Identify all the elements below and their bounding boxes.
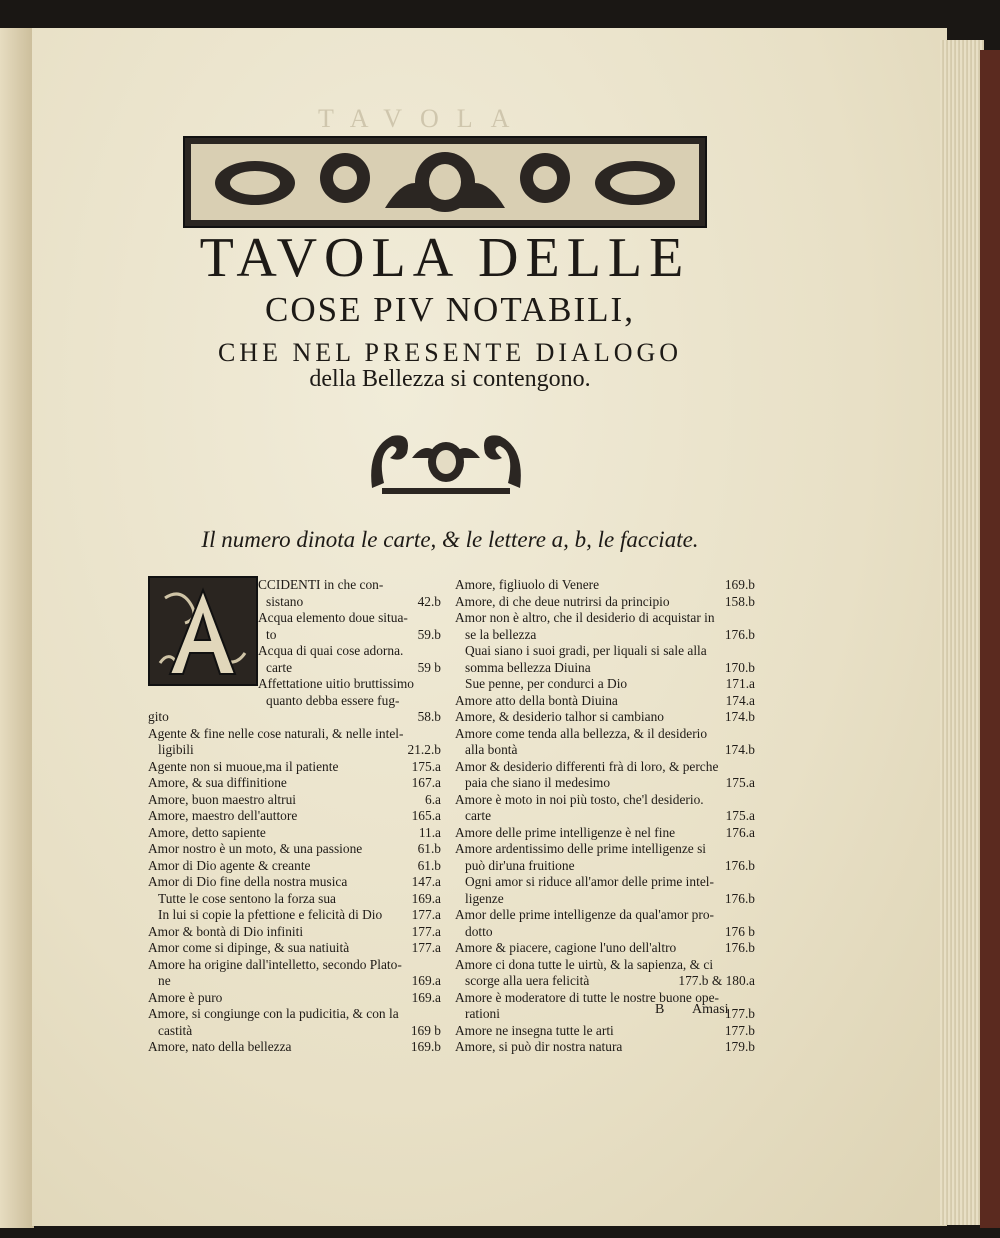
index-entry-text: Amore, di che deue nutrirsi da principio [455,593,670,609]
index-entry-page: 174.b [724,742,755,757]
index-entry-text: gito [148,709,169,724]
index-entry [148,874,441,891]
index-entry-text: Amore come tenda alla bellezza, & il desiderio [455,725,708,741]
index-entry-page [751,610,755,627]
cherub-fleuron-ornament [362,428,530,498]
title-line-4: della Bellezza si contengono. [309,366,591,392]
index-entry [148,990,441,1007]
index-entry-page: 61.b [417,857,441,873]
bleed-through-text: TAVOLA [318,104,528,133]
index-entry-text: Tutte le cose sentono la forza sua [158,890,337,906]
index-entry-text: quanto debba essere fug- [266,692,400,708]
index-entry-text: Amore, si congiunge con la pudicitia, & con la [148,1006,399,1021]
index-entry-page [437,577,441,594]
index-entry-page: 165.a [411,808,441,823]
index-entry-page: 176.b [724,626,755,642]
index-entry [455,676,755,693]
index-entry [148,792,441,809]
index-entry-text: Amore ha origine dall'intelletto, secondo Plato- [148,956,402,972]
index-entry-page: 167.a [411,775,441,790]
index-entry-text: Amore, detto sapiente [148,824,266,840]
index-entry [148,759,441,776]
index-entry-text: CCIDENTI in che con- [258,577,384,592]
index-entry-page [437,676,441,693]
index-entry-text: Amor non è altro, che il desiderio di acquistar in [455,610,715,625]
index-entry-text: castità [158,1022,193,1038]
index-entry-page: 176 b [724,923,755,939]
left-page-edge [0,28,34,1228]
index-entry-text: Amore, figliuolo di Venere [455,577,600,592]
index-entry-page [751,726,755,743]
index-entry [455,643,755,660]
index-entry [455,693,755,710]
index-entry [148,775,441,792]
index-entry-page [751,792,755,809]
index-entry [148,841,441,858]
index-entry-page [751,990,755,1007]
index-entry-text: Agente non si muoue,ma il patiente [148,758,339,774]
index-entry-page: 175.a [411,758,441,774]
index-entry-page: 174.b [724,709,755,724]
index-entry-page: 176.b [724,857,755,873]
index-entry-page: 177.b [724,1006,755,1021]
index-entry-page: 169.a [411,989,441,1005]
index-entry-page: 147.a [411,874,441,889]
index-entry [455,775,755,792]
index-entry [148,676,441,693]
index-entry [455,907,755,924]
index-entry [455,940,755,957]
index-entry-page [437,610,441,627]
index-entry-text: Amor nostro è un moto, & una passione [148,841,363,856]
index-entry-text: sistano [266,593,304,609]
index-entry-page: 176.a [725,824,755,840]
index-entry [148,907,441,924]
index-entry [455,594,755,611]
index-entry [455,1039,755,1056]
index-entry-page [437,643,441,660]
index-entry-text: alla bontà [465,742,518,757]
index-entry-text: Amore, si può dir nostra natura [455,1039,623,1054]
index-entry-page [437,726,441,743]
index-entry [455,627,755,644]
index-entry-text: paia che siano il medesimo [465,775,611,790]
index-entry-page [751,643,755,660]
index-entry-page: 158.b [724,593,755,609]
index-entry-text: Amore, & desiderio talhor si cambiano [455,709,664,724]
index-entry-page: 177.b & 180.a [678,973,755,988]
index-entry-page [437,957,441,974]
index-entry-page: 177.b [724,1022,755,1038]
index-entry-text: Amore ne insegna tutte le arti [455,1022,614,1038]
index-entry-page: 177.a [411,923,441,939]
index-entry-text: Affettatione uitio bruttissimo [258,676,414,691]
index-entry-page: 176.b [724,890,755,906]
index-entry-page: 42.b [417,593,441,609]
index-entry-page: 58.b [417,709,441,724]
title-line-3: CHE NEL PRESENTE DIALOGO [217,338,683,367]
index-entry [455,825,755,842]
index-entry [455,891,755,908]
index-entry [148,808,441,825]
index-entry-page: 169.a [411,890,441,906]
index-entry-text: Amore, buon maestro altrui [148,791,297,807]
index-entry [455,660,755,677]
index-entry-page: 21.2.b [407,742,441,757]
index-entry [148,594,441,611]
index-entry-page: 177.a [411,940,441,955]
book-cover-edge [980,50,1000,1228]
index-entry [455,858,755,875]
index-entry-page: 11.a [418,824,441,840]
index-entry-page: 170.b [724,659,755,675]
index-entry [455,726,755,743]
index-entry [148,924,441,941]
index-entry-text: può dir'una fruitione [465,857,575,873]
index-entry [148,709,441,726]
index-entry-text: Amore è moto in noi più tosto, che'l desiderio. [455,791,704,807]
index-entry-text: Amore & piacere, cagione l'uno dell'altro [455,940,677,955]
index-entry-text: Sue penne, per condurci a Dio [465,676,628,691]
index-entry-page: 59 b [417,659,441,675]
index-entry-text: Amor & bontà di Dio infiniti [148,923,304,939]
index-entry-page: 179.b [724,1039,755,1054]
index-entry [148,858,441,875]
index-entry-text: Amore atto della bontà Diuina [455,692,618,708]
index-entry-page [751,874,755,891]
index-entry-text: Amor di Dio agente & creante [148,857,311,873]
index-entry-page: 171.a [725,676,755,691]
index-entry-text: Amore delle prime intelligenze è nel fine [455,824,676,840]
index-entry [455,759,755,776]
index-entry-text: Amore è moderatore di tutte le nostre buone ope- [455,989,720,1005]
index-entry-page [437,693,441,710]
index-entry [148,610,441,627]
index-entry [455,973,755,990]
index-entry-text: ne [158,973,171,988]
index-entry-text: Acqua elemento doue situa- [258,610,408,625]
index-entry [148,940,441,957]
index-entry-page [751,759,755,776]
title-line-1: TAVOLA DELLE [199,227,691,289]
index-entry-text: Amor delle prime intelligenze da qual'amor pro- [455,907,714,922]
index-entry [148,1006,441,1023]
index-entry [148,627,441,644]
index-entry-text: In lui si copie la pfettione e felicità di Dio [158,907,383,922]
index-entry-text: Amore, nato della bellezza [148,1039,292,1054]
index-entry [148,973,441,990]
index-entry-page [751,957,755,974]
index-entry [148,660,441,677]
index-entry [455,1023,755,1040]
index-entry [148,1039,441,1056]
index-entry-page: 59.b [417,626,441,642]
index-entry-text: carte [266,659,293,675]
index-entry [148,825,441,842]
index-entry [455,792,755,809]
index-entry-page: 169.a [411,973,441,988]
index-entry [455,742,755,759]
index-entry-text: Amore ci dona tutte le uirtù, & la sapienza, & ci [455,956,714,972]
index-entry-text: Amore, & sua diffinitione [148,775,287,790]
index-entry-text: Amor come si dipinge, & sua natiuità [148,940,350,955]
index-entry-text: Amore è puro [148,989,223,1005]
index-entry-page [437,1006,441,1023]
index-entry [148,643,441,660]
index-entry-text: somma bellezza Diuina [465,659,591,675]
index-entry-page: 177.a [411,907,441,922]
index-entry [148,577,441,594]
index-entry [148,891,441,908]
index-entry-text: Amore ardentissimo delle prime intelligenze si [455,841,707,856]
index-entry-page [751,841,755,858]
index-entry-page: 176.b [724,940,755,955]
index-entry [148,693,441,710]
title-line-2: COSE PIV NOTABILI, [265,290,635,329]
index-entry-page: 61.b [417,841,441,856]
index-entry-text: to [266,626,277,642]
index-entry-text: Quai siano i suoi gradi, per liquali si sale alla [465,643,707,658]
index-entry-page [751,907,755,924]
index-entry-text: Ogni amor si riduce all'amor delle prime intel- [465,874,714,889]
index-entry-page: 169.b [724,577,755,592]
index-entry [455,709,755,726]
index-entry [148,742,441,759]
index-entry [148,1023,441,1040]
index-entry-text: se la bellezza [465,626,537,642]
index-entry-page: 6.a [425,791,441,807]
index-entry [148,726,441,743]
index-right-column [455,577,755,1056]
index-entry [455,808,755,825]
index-entry-text: Amore, maestro dell'auttore [148,808,298,823]
index-entry-text: dotto [465,923,493,939]
index-entry-text: Amor & desiderio differenti frà di loro, & perche [455,758,719,774]
index-entry [455,874,755,891]
index-entry-page: 175.a [725,775,755,790]
index-entry [455,841,755,858]
index-entry-text: carte [465,808,492,823]
index-entry-text: rationi [465,1006,500,1021]
woodcut-headpiece-ornament [183,136,707,228]
index-entry-text: Amor di Dio fine della nostra musica [148,874,348,889]
index-entry-page: 175.a [725,808,755,823]
index-entry-text: Agente & fine nelle cose naturali, & nelle intel- [148,725,404,741]
index-entry [455,957,755,974]
index-entry-page: 174.a [725,692,755,708]
catchword: Amasi [692,1002,729,1017]
page-stack-edges [940,40,984,1225]
signature-mark: B [655,1002,665,1017]
index-entry [455,577,755,594]
index-entry [455,610,755,627]
index-entry-page: 169.b [410,1039,441,1054]
index-entry-page: 169 b [410,1022,441,1038]
index-entry-text: Acqua di quai cose adorna. [258,643,404,658]
index-entry-text: scorge alla uera felicità [465,973,590,988]
index-left-column [148,577,441,1056]
index-usage-note: Il numero dinota le carte, & le lettere a, b, le facciate. [201,527,699,552]
index-entry-text: ligibili [158,742,194,757]
index-entry [455,924,755,941]
index-entry-text: ligenze [465,890,504,906]
index-entry [148,957,441,974]
